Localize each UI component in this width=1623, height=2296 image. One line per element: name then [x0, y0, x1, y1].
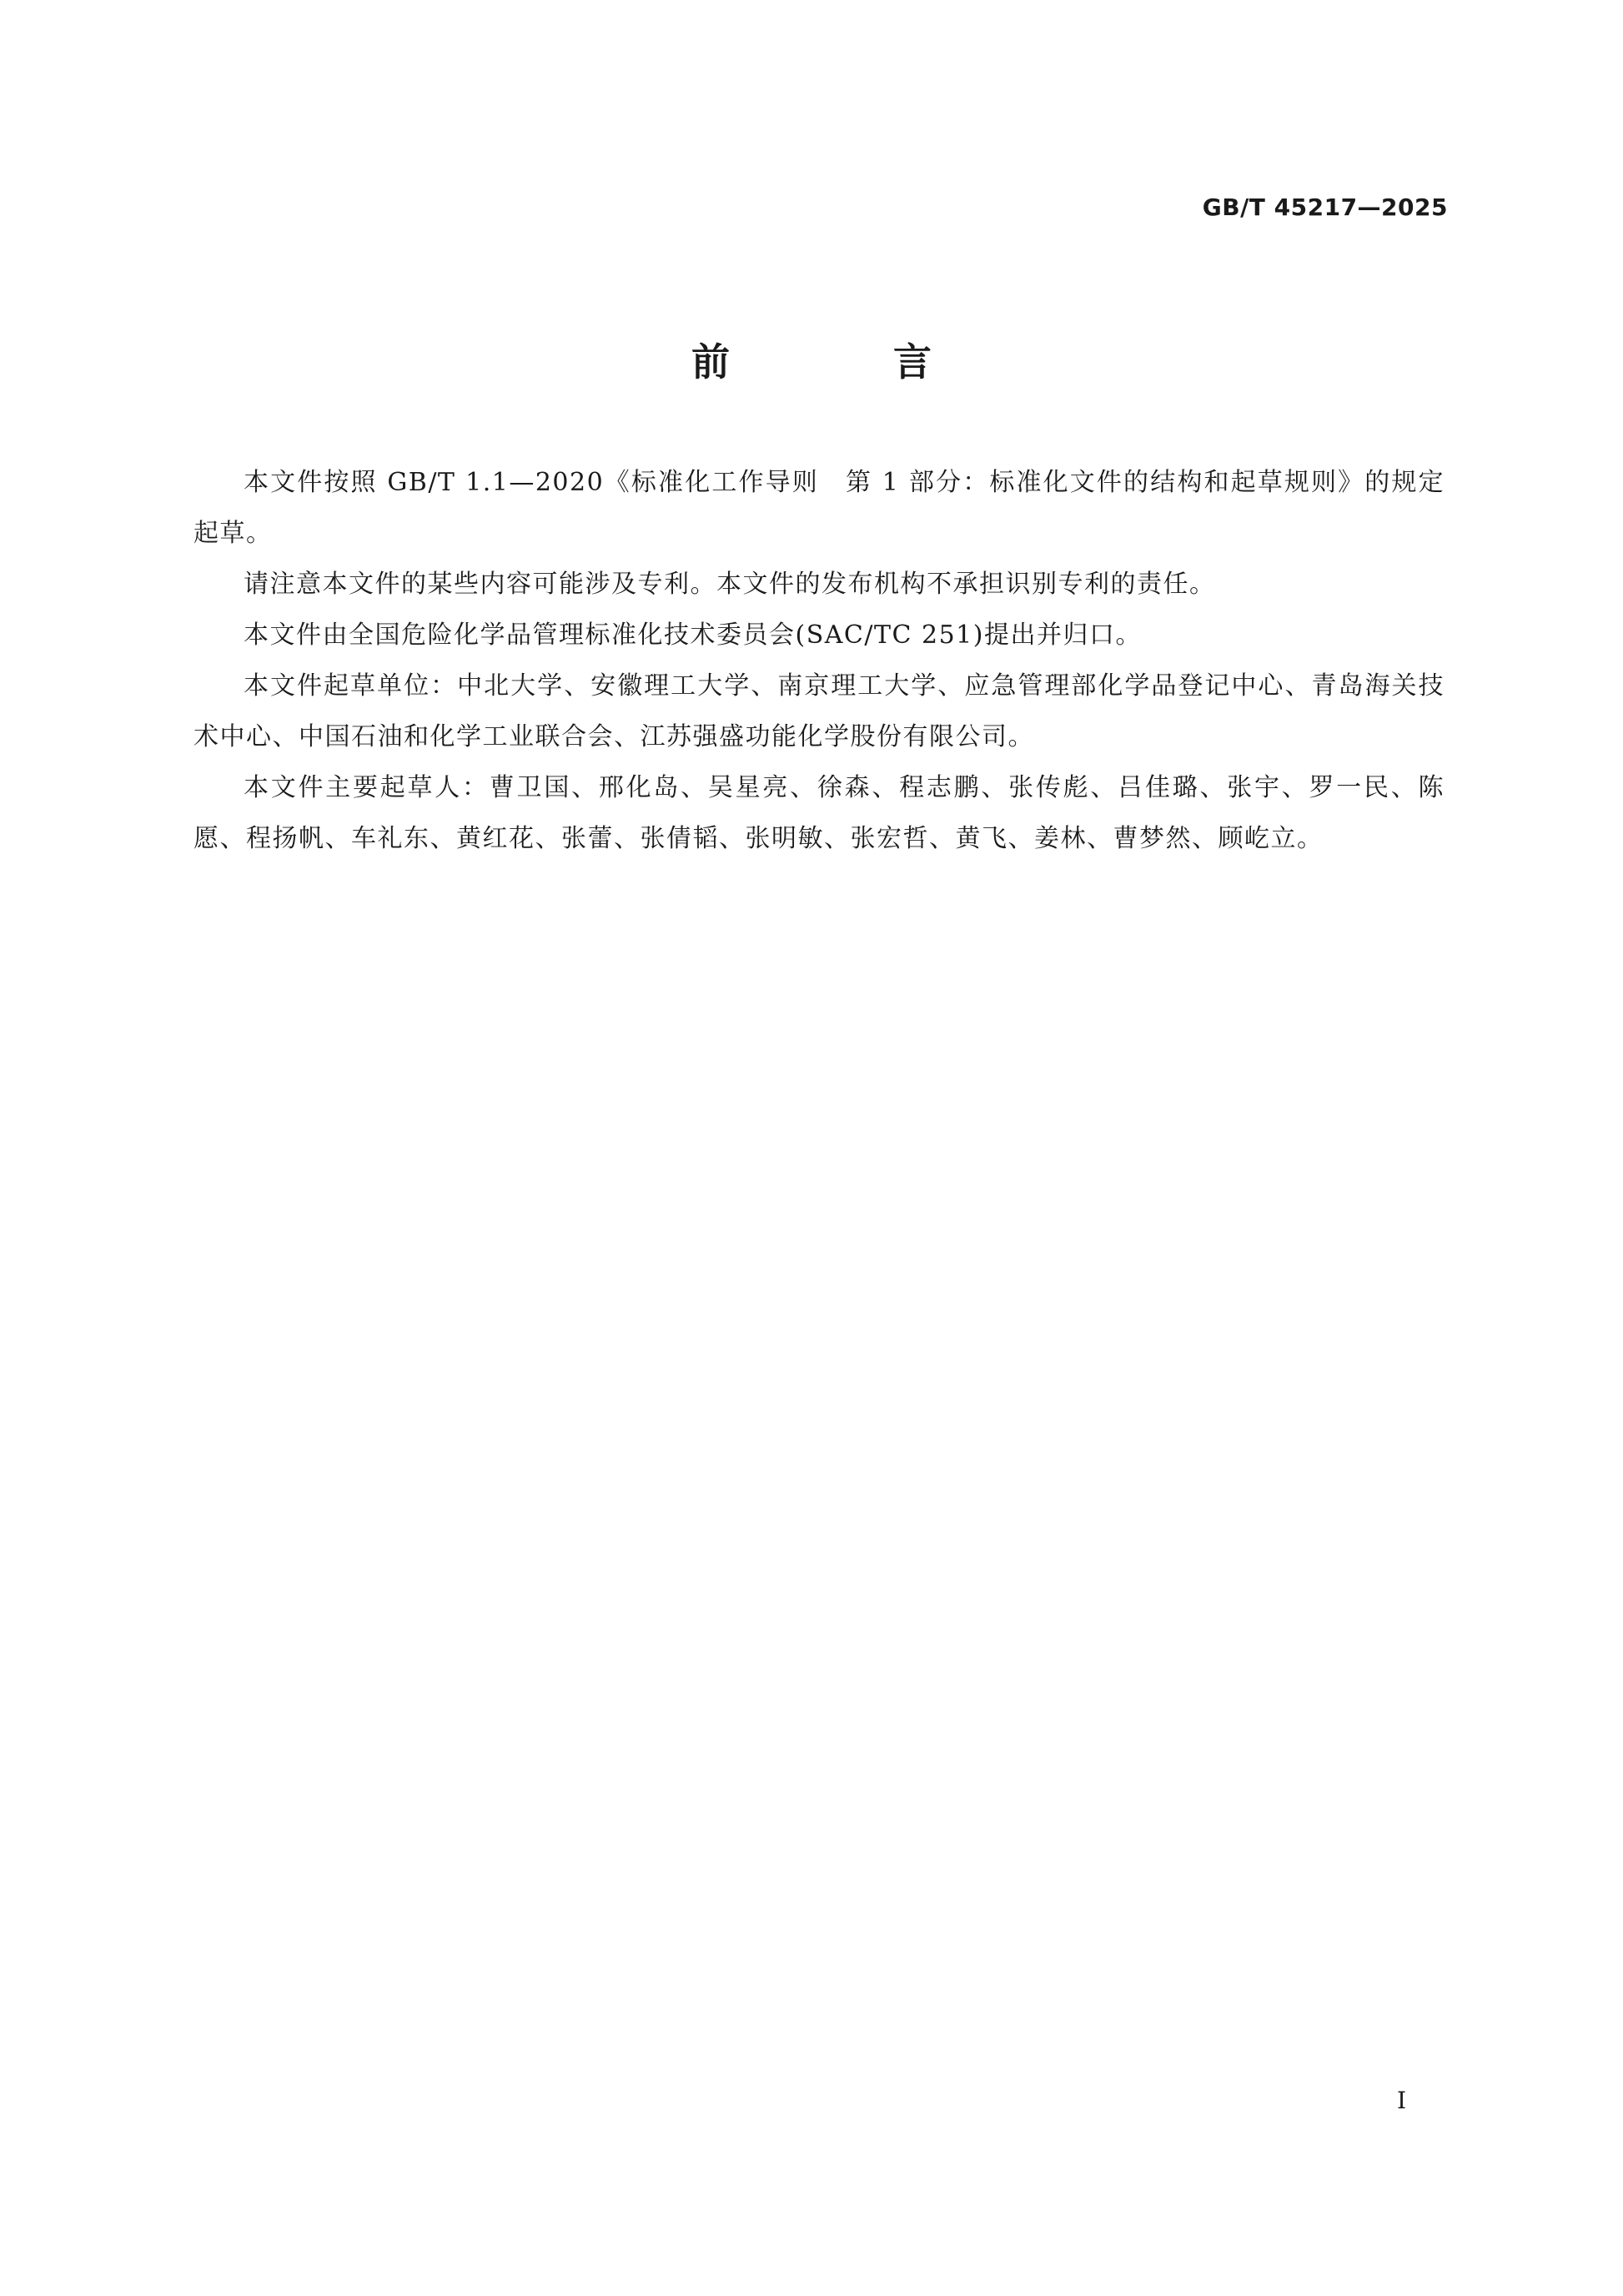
paragraph-proposer: 本文件由全国危险化学品管理标准化技术委员会(SAC/TC 251)提出并归口。 — [244, 620, 1142, 650]
paragraph-drafting-units: 本文件起草单位：中北大学、安徽理工大学、南京理工大学、应急管理部化学品登记中心、青岛海关技术中心、中国石油和化学工业联合会、江苏强盛功能化学股份有限公司。 — [193, 671, 1445, 751]
paragraph-drafters: 本文件主要起草人：曹卫国、邢化岛、吴星亮、徐森、程志鹏、张传彪、吕佳璐、张宇、罗一民、陈愿、程扬帆、车礼东、黄红花、张蕾、张倩韬、张明敏、张宏哲、黄飞、姜林、曹梦然、顾屹立。 — [193, 773, 1445, 853]
paragraph-patent-notice: 请注意本文件的某些内容可能涉及专利。本文件的发布机构不承担识别专利的责任。 — [244, 570, 1216, 599]
page-number: Ⅰ — [1396, 2087, 1406, 2114]
paragraph-drafting-rules: 本文件按照 GB/T 1.1—2020《标准化工作导则 第 1 部分：标准化文件的结构和起草规则》的规定起草。 — [193, 468, 1445, 548]
standard-number: GB/T 45217—2025 — [1202, 193, 1448, 221]
page-title: 前 言 — [691, 339, 1007, 384]
foreword-body — [193, 457, 1445, 864]
